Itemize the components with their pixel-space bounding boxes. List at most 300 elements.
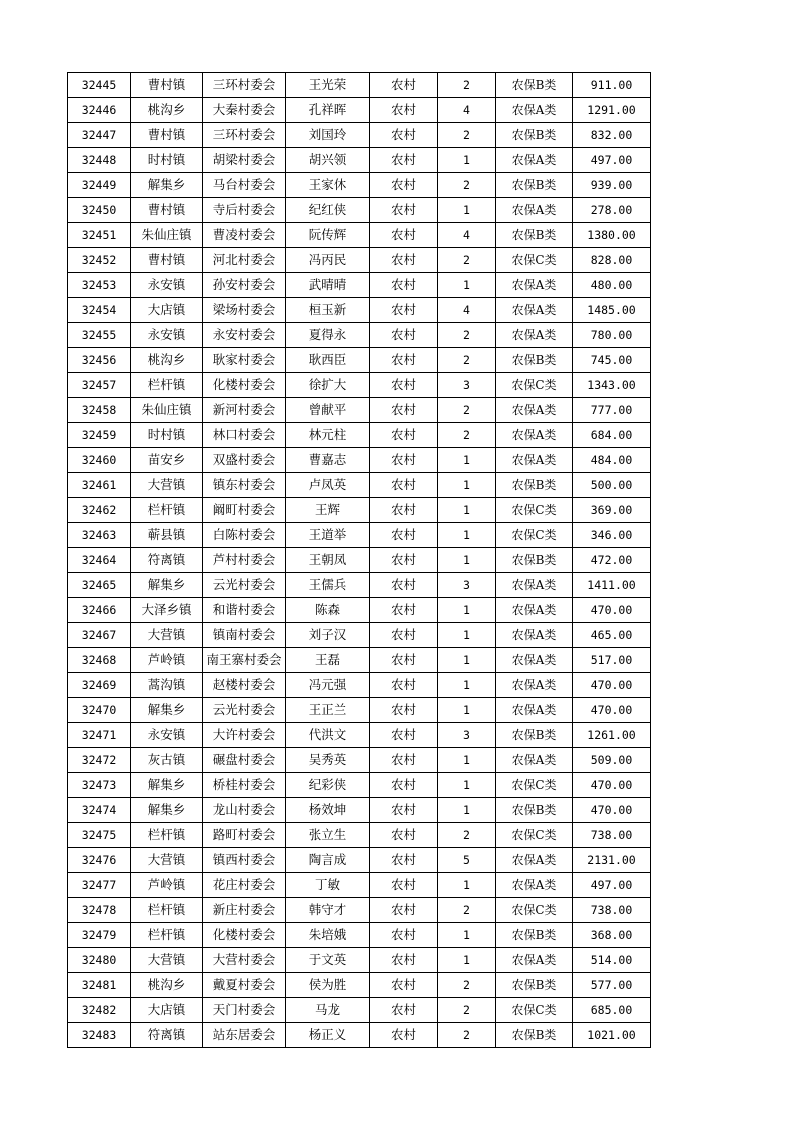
person-name-cell: 杨效坤 [286, 798, 370, 823]
category-cell: 农保B类 [496, 473, 573, 498]
table-row [68, 398, 651, 423]
category-cell: 农保B类 [496, 123, 573, 148]
area-type-cell: 农村 [370, 248, 438, 273]
household-count-cell: 2 [438, 998, 496, 1023]
village-cell: 耿家村委会 [203, 348, 286, 373]
amount-cell: 514.00 [573, 948, 651, 973]
record-id-cell: 32454 [68, 298, 131, 323]
table-row [68, 73, 651, 98]
record-id-cell: 32472 [68, 748, 131, 773]
village-cell: 孙安村委会 [203, 273, 286, 298]
category-cell: 农保A类 [496, 423, 573, 448]
table-row [68, 523, 651, 548]
area-type-cell: 农村 [370, 548, 438, 573]
table-row [68, 623, 651, 648]
category-cell: 农保A类 [496, 848, 573, 873]
town-cell: 灰古镇 [131, 748, 203, 773]
amount-cell: 346.00 [573, 523, 651, 548]
table-row [68, 123, 651, 148]
amount-cell: 1380.00 [573, 223, 651, 248]
town-cell: 桃沟乡 [131, 98, 203, 123]
area-type-cell: 农村 [370, 98, 438, 123]
household-count-cell: 2 [438, 348, 496, 373]
person-name-cell: 韩守才 [286, 898, 370, 923]
town-cell: 大营镇 [131, 948, 203, 973]
category-cell: 农保C类 [496, 248, 573, 273]
person-name-cell: 王道举 [286, 523, 370, 548]
record-id-cell: 32466 [68, 598, 131, 623]
village-cell: 寺后村委会 [203, 198, 286, 223]
table-row [68, 648, 651, 673]
household-count-cell: 2 [438, 123, 496, 148]
category-cell: 农保A类 [496, 448, 573, 473]
amount-cell: 470.00 [573, 673, 651, 698]
amount-cell: 1021.00 [573, 1023, 651, 1048]
town-cell: 栏杆镇 [131, 823, 203, 848]
area-type-cell: 农村 [370, 298, 438, 323]
person-name-cell: 刘子汉 [286, 623, 370, 648]
village-cell: 双盛村委会 [203, 448, 286, 473]
area-type-cell: 农村 [370, 348, 438, 373]
village-cell: 花庄村委会 [203, 873, 286, 898]
record-id-cell: 32473 [68, 773, 131, 798]
area-type-cell: 农村 [370, 398, 438, 423]
table-row [68, 298, 651, 323]
village-cell: 云光村委会 [203, 573, 286, 598]
area-type-cell: 农村 [370, 523, 438, 548]
area-type-cell: 农村 [370, 198, 438, 223]
table-row [68, 448, 651, 473]
table-row [68, 948, 651, 973]
person-name-cell: 吴秀英 [286, 748, 370, 773]
village-cell: 化楼村委会 [203, 373, 286, 398]
village-cell: 赵楼村委会 [203, 673, 286, 698]
town-cell: 曹村镇 [131, 73, 203, 98]
record-id-cell: 32471 [68, 723, 131, 748]
table-row [68, 198, 651, 223]
household-count-cell: 1 [438, 773, 496, 798]
household-count-cell: 4 [438, 223, 496, 248]
person-name-cell: 孔祥晖 [286, 98, 370, 123]
category-cell: 农保A类 [496, 573, 573, 598]
amount-cell: 480.00 [573, 273, 651, 298]
table-row [68, 423, 651, 448]
category-cell: 农保A类 [496, 748, 573, 773]
town-cell: 蒿沟镇 [131, 673, 203, 698]
record-id-cell: 32461 [68, 473, 131, 498]
village-cell: 云光村委会 [203, 698, 286, 723]
record-id-cell: 32460 [68, 448, 131, 473]
record-id-cell: 32453 [68, 273, 131, 298]
table-row [68, 348, 651, 373]
person-name-cell: 马龙 [286, 998, 370, 1023]
amount-cell: 738.00 [573, 823, 651, 848]
area-type-cell: 农村 [370, 123, 438, 148]
household-count-cell: 1 [438, 623, 496, 648]
area-type-cell: 农村 [370, 598, 438, 623]
category-cell: 农保B类 [496, 348, 573, 373]
category-cell: 农保A类 [496, 398, 573, 423]
town-cell: 栏杆镇 [131, 898, 203, 923]
household-count-cell: 1 [438, 273, 496, 298]
category-cell: 农保B类 [496, 798, 573, 823]
record-id-cell: 32477 [68, 873, 131, 898]
person-name-cell: 耿西臣 [286, 348, 370, 373]
table-row [68, 473, 651, 498]
record-id-cell: 32465 [68, 573, 131, 598]
person-name-cell: 陈森 [286, 598, 370, 623]
record-id-cell: 32463 [68, 523, 131, 548]
table-row [68, 248, 651, 273]
category-cell: 农保B类 [496, 723, 573, 748]
village-cell: 河北村委会 [203, 248, 286, 273]
category-cell: 农保C类 [496, 898, 573, 923]
amount-cell: 465.00 [573, 623, 651, 648]
town-cell: 解集乡 [131, 573, 203, 598]
record-id-cell: 32445 [68, 73, 131, 98]
record-id-cell: 32458 [68, 398, 131, 423]
village-cell: 戴夏村委会 [203, 973, 286, 998]
record-id-cell: 32475 [68, 823, 131, 848]
category-cell: 农保A类 [496, 298, 573, 323]
table-row [68, 998, 651, 1023]
category-cell: 农保C类 [496, 523, 573, 548]
village-cell: 新庄村委会 [203, 898, 286, 923]
town-cell: 大店镇 [131, 298, 203, 323]
person-name-cell: 林元柱 [286, 423, 370, 448]
town-cell: 栏杆镇 [131, 923, 203, 948]
area-type-cell: 农村 [370, 1023, 438, 1048]
amount-cell: 470.00 [573, 698, 651, 723]
household-count-cell: 2 [438, 248, 496, 273]
table-row [68, 923, 651, 948]
household-count-cell: 2 [438, 1023, 496, 1048]
town-cell: 解集乡 [131, 698, 203, 723]
amount-cell: 517.00 [573, 648, 651, 673]
amount-cell: 470.00 [573, 598, 651, 623]
household-count-cell: 1 [438, 448, 496, 473]
amount-cell: 738.00 [573, 898, 651, 923]
village-cell: 阚町村委会 [203, 498, 286, 523]
household-count-cell: 1 [438, 948, 496, 973]
amount-cell: 278.00 [573, 198, 651, 223]
table-row [68, 598, 651, 623]
village-cell: 碾盘村委会 [203, 748, 286, 773]
category-cell: 农保A类 [496, 598, 573, 623]
area-type-cell: 农村 [370, 848, 438, 873]
amount-cell: 1343.00 [573, 373, 651, 398]
amount-cell: 1291.00 [573, 98, 651, 123]
category-cell: 农保A类 [496, 273, 573, 298]
household-count-cell: 1 [438, 873, 496, 898]
table-row [68, 548, 651, 573]
village-cell: 林口村委会 [203, 423, 286, 448]
village-cell: 和谐村委会 [203, 598, 286, 623]
person-name-cell: 冯丙民 [286, 248, 370, 273]
amount-cell: 745.00 [573, 348, 651, 373]
village-cell: 大营村委会 [203, 948, 286, 973]
person-name-cell: 王辉 [286, 498, 370, 523]
record-id-cell: 32480 [68, 948, 131, 973]
person-name-cell: 丁敏 [286, 873, 370, 898]
household-count-cell: 1 [438, 748, 496, 773]
household-count-cell: 4 [438, 298, 496, 323]
table-row [68, 848, 651, 873]
area-type-cell: 农村 [370, 173, 438, 198]
town-cell: 芦岭镇 [131, 873, 203, 898]
record-id-cell: 32479 [68, 923, 131, 948]
table-row [68, 823, 651, 848]
amount-cell: 1411.00 [573, 573, 651, 598]
record-id-cell: 32457 [68, 373, 131, 398]
amount-cell: 509.00 [573, 748, 651, 773]
category-cell: 农保C类 [496, 998, 573, 1023]
category-cell: 农保A类 [496, 623, 573, 648]
village-cell: 镇西村委会 [203, 848, 286, 873]
table-row [68, 698, 651, 723]
amount-cell: 1261.00 [573, 723, 651, 748]
village-cell: 大许村委会 [203, 723, 286, 748]
village-cell: 三环村委会 [203, 123, 286, 148]
record-id-cell: 32456 [68, 348, 131, 373]
town-cell: 苗安乡 [131, 448, 203, 473]
town-cell: 永安镇 [131, 273, 203, 298]
record-id-cell: 32448 [68, 148, 131, 173]
category-cell: 农保B类 [496, 223, 573, 248]
category-cell: 农保A类 [496, 948, 573, 973]
category-cell: 农保A类 [496, 198, 573, 223]
household-count-cell: 1 [438, 598, 496, 623]
household-count-cell: 1 [438, 698, 496, 723]
household-count-cell: 2 [438, 323, 496, 348]
town-cell: 符离镇 [131, 548, 203, 573]
category-cell: 农保A类 [496, 323, 573, 348]
category-cell: 农保B类 [496, 73, 573, 98]
town-cell: 大泽乡镇 [131, 598, 203, 623]
amount-cell: 368.00 [573, 923, 651, 948]
record-id-cell: 32470 [68, 698, 131, 723]
town-cell: 大营镇 [131, 623, 203, 648]
amount-cell: 470.00 [573, 773, 651, 798]
category-cell: 农保C类 [496, 773, 573, 798]
area-type-cell: 农村 [370, 973, 438, 998]
person-name-cell: 纪彩侠 [286, 773, 370, 798]
town-cell: 解集乡 [131, 773, 203, 798]
area-type-cell: 农村 [370, 573, 438, 598]
household-count-cell: 1 [438, 648, 496, 673]
area-type-cell: 农村 [370, 998, 438, 1023]
town-cell: 桃沟乡 [131, 348, 203, 373]
category-cell: 农保A类 [496, 98, 573, 123]
person-name-cell: 胡兴领 [286, 148, 370, 173]
amount-cell: 685.00 [573, 998, 651, 1023]
village-cell: 桥桂村委会 [203, 773, 286, 798]
amount-cell: 497.00 [573, 148, 651, 173]
record-id-cell: 32469 [68, 673, 131, 698]
person-name-cell: 张立生 [286, 823, 370, 848]
area-type-cell: 农村 [370, 798, 438, 823]
town-cell: 大营镇 [131, 473, 203, 498]
amount-cell: 777.00 [573, 398, 651, 423]
household-count-cell: 2 [438, 173, 496, 198]
person-name-cell: 徐扩大 [286, 373, 370, 398]
area-type-cell: 农村 [370, 448, 438, 473]
table-row [68, 98, 651, 123]
person-name-cell: 王家休 [286, 173, 370, 198]
category-cell: 农保C类 [496, 823, 573, 848]
record-id-cell: 32450 [68, 198, 131, 223]
area-type-cell: 农村 [370, 773, 438, 798]
household-count-cell: 3 [438, 723, 496, 748]
household-count-cell: 1 [438, 798, 496, 823]
amount-cell: 484.00 [573, 448, 651, 473]
town-cell: 蕲县镇 [131, 523, 203, 548]
area-type-cell: 农村 [370, 648, 438, 673]
amount-cell: 780.00 [573, 323, 651, 348]
village-cell: 白陈村委会 [203, 523, 286, 548]
category-cell: 农保A类 [496, 648, 573, 673]
town-cell: 时村镇 [131, 148, 203, 173]
table-row [68, 673, 651, 698]
table-row [68, 773, 651, 798]
person-name-cell: 王磊 [286, 648, 370, 673]
amount-cell: 939.00 [573, 173, 651, 198]
village-cell: 三环村委会 [203, 73, 286, 98]
town-cell: 永安镇 [131, 723, 203, 748]
area-type-cell: 农村 [370, 823, 438, 848]
town-cell: 芦岭镇 [131, 648, 203, 673]
amount-cell: 684.00 [573, 423, 651, 448]
table-row [68, 723, 651, 748]
household-count-cell: 1 [438, 198, 496, 223]
category-cell: 农保B类 [496, 173, 573, 198]
town-cell: 栏杆镇 [131, 498, 203, 523]
household-count-cell: 4 [438, 98, 496, 123]
household-count-cell: 1 [438, 473, 496, 498]
record-id-cell: 32451 [68, 223, 131, 248]
area-type-cell: 农村 [370, 373, 438, 398]
person-name-cell: 王光荣 [286, 73, 370, 98]
amount-cell: 470.00 [573, 798, 651, 823]
village-cell: 新河村委会 [203, 398, 286, 423]
table-row [68, 173, 651, 198]
table-body [68, 73, 651, 1048]
table-row [68, 748, 651, 773]
amount-cell: 500.00 [573, 473, 651, 498]
area-type-cell: 农村 [370, 698, 438, 723]
town-cell: 桃沟乡 [131, 973, 203, 998]
village-cell: 曹凌村委会 [203, 223, 286, 248]
household-count-cell: 2 [438, 423, 496, 448]
area-type-cell: 农村 [370, 323, 438, 348]
table-row [68, 873, 651, 898]
household-count-cell: 2 [438, 973, 496, 998]
record-id-cell: 32455 [68, 323, 131, 348]
household-count-cell: 2 [438, 73, 496, 98]
amount-cell: 1485.00 [573, 298, 651, 323]
person-name-cell: 王儒兵 [286, 573, 370, 598]
town-cell: 朱仙庄镇 [131, 398, 203, 423]
area-type-cell: 农村 [370, 723, 438, 748]
person-name-cell: 王朝凤 [286, 548, 370, 573]
person-name-cell: 于文英 [286, 948, 370, 973]
record-id-cell: 32446 [68, 98, 131, 123]
village-cell: 镇南村委会 [203, 623, 286, 648]
village-cell: 化楼村委会 [203, 923, 286, 948]
area-type-cell: 农村 [370, 948, 438, 973]
town-cell: 解集乡 [131, 173, 203, 198]
village-cell: 镇东村委会 [203, 473, 286, 498]
table-row [68, 498, 651, 523]
benefit-table [67, 72, 651, 1048]
person-name-cell: 刘国玲 [286, 123, 370, 148]
table-row [68, 223, 651, 248]
person-name-cell: 代洪文 [286, 723, 370, 748]
record-id-cell: 32476 [68, 848, 131, 873]
amount-cell: 832.00 [573, 123, 651, 148]
table-row [68, 573, 651, 598]
person-name-cell: 杨正义 [286, 1023, 370, 1048]
person-name-cell: 武晴晴 [286, 273, 370, 298]
amount-cell: 369.00 [573, 498, 651, 523]
village-cell: 胡梁村委会 [203, 148, 286, 173]
town-cell: 大营镇 [131, 848, 203, 873]
record-id-cell: 32483 [68, 1023, 131, 1048]
town-cell: 符离镇 [131, 1023, 203, 1048]
category-cell: 农保A类 [496, 873, 573, 898]
village-cell: 永安村委会 [203, 323, 286, 348]
area-type-cell: 农村 [370, 473, 438, 498]
area-type-cell: 农村 [370, 623, 438, 648]
town-cell: 朱仙庄镇 [131, 223, 203, 248]
person-name-cell: 卢凤英 [286, 473, 370, 498]
town-cell: 永安镇 [131, 323, 203, 348]
town-cell: 栏杆镇 [131, 373, 203, 398]
town-cell: 曹村镇 [131, 198, 203, 223]
record-id-cell: 32459 [68, 423, 131, 448]
village-cell: 南王寨村委会 [203, 648, 286, 673]
person-name-cell: 阮传辉 [286, 223, 370, 248]
amount-cell: 472.00 [573, 548, 651, 573]
household-count-cell: 1 [438, 148, 496, 173]
town-cell: 曹村镇 [131, 123, 203, 148]
household-count-cell: 1 [438, 923, 496, 948]
amount-cell: 2131.00 [573, 848, 651, 873]
village-cell: 梁场村委会 [203, 298, 286, 323]
household-count-cell: 3 [438, 373, 496, 398]
record-id-cell: 32481 [68, 973, 131, 998]
area-type-cell: 农村 [370, 273, 438, 298]
person-name-cell: 王正兰 [286, 698, 370, 723]
town-cell: 曹村镇 [131, 248, 203, 273]
amount-cell: 911.00 [573, 73, 651, 98]
table-row [68, 148, 651, 173]
category-cell: 农保A类 [496, 148, 573, 173]
person-name-cell: 夏得永 [286, 323, 370, 348]
person-name-cell: 曾献平 [286, 398, 370, 423]
area-type-cell: 农村 [370, 148, 438, 173]
category-cell: 农保B类 [496, 548, 573, 573]
person-name-cell: 曹嘉志 [286, 448, 370, 473]
household-count-cell: 2 [438, 823, 496, 848]
table-row [68, 323, 651, 348]
record-id-cell: 32478 [68, 898, 131, 923]
area-type-cell: 农村 [370, 923, 438, 948]
village-cell: 路町村委会 [203, 823, 286, 848]
person-name-cell: 纪红侠 [286, 198, 370, 223]
area-type-cell: 农村 [370, 423, 438, 448]
household-count-cell: 1 [438, 498, 496, 523]
